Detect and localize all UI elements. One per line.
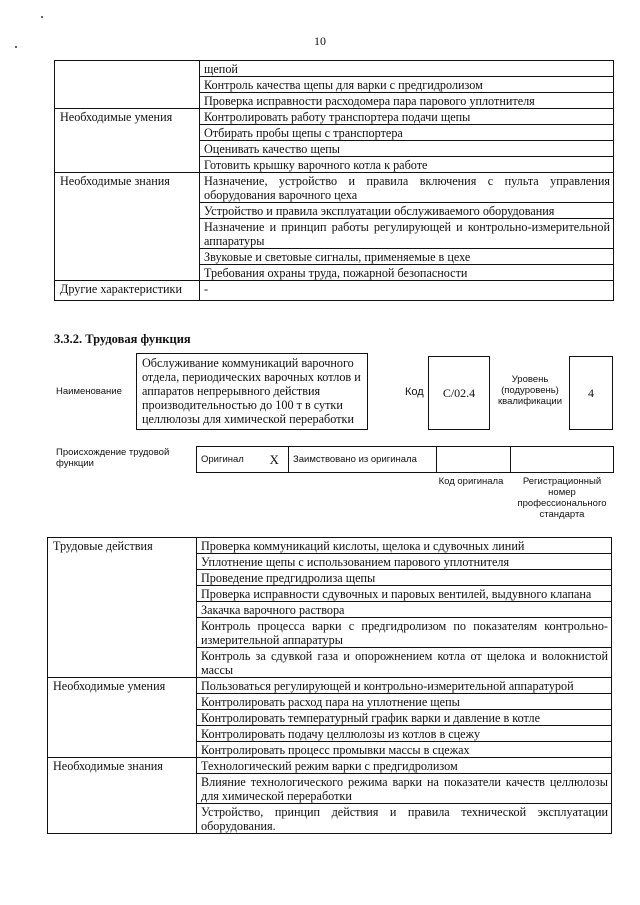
- name-label: Наименование: [56, 386, 122, 397]
- row-label-knowledge: Необходимые знания: [55, 173, 200, 281]
- table-row: [55, 61, 614, 77]
- row-label-other: Другие характеристики: [55, 281, 200, 301]
- table-cell: Назначение, устройство и правила включения с пульта управления оборудования варочного цеха: [200, 173, 614, 203]
- table-cell: Контролировать температурный график варки и давление в котле: [197, 710, 612, 726]
- code-label: Код: [405, 386, 424, 398]
- reg-number-caption: Регистрационный номер профессионального стандарта: [517, 476, 607, 520]
- table-cell: Проверка коммуникаций кислоты, щелока и сдувочных линий: [197, 538, 612, 554]
- table-row: [48, 678, 612, 694]
- scan-mark: [41, 16, 43, 18]
- table-cell: -: [200, 281, 614, 301]
- section-title: 3.3.2. Трудовая функция: [54, 332, 191, 346]
- table-body: [48, 538, 612, 834]
- table-cell: Контроль процесса варки с предгидролизом по показателям контрольно-измерительной аппаратуры: [197, 618, 612, 648]
- original-label: Оригинал: [197, 447, 261, 473]
- table-cell: Звуковые и световые сигналы, применяемые в цехе: [200, 249, 614, 265]
- function-table: [47, 537, 612, 834]
- table-row: [48, 758, 612, 774]
- original-mark: X: [261, 447, 289, 473]
- level-label: Уровень (подуровень) квалификации: [497, 374, 563, 407]
- table-body: [55, 61, 614, 301]
- table-cell: Контроль качества щепы для варки с предгидролизом: [200, 77, 614, 93]
- page-number: 10: [314, 34, 326, 48]
- table-cell: Уплотнение щепы с использованием парового уплотнителя: [197, 554, 612, 570]
- table-cell: Влияние технологического режима варки на показатели качеств целлюлозы для химической переработки: [197, 774, 612, 804]
- table-cell: Контролировать процесс промывки массы в сцежах: [197, 742, 612, 758]
- reg-number-cell: [511, 447, 614, 473]
- code-original-caption: Код оригинала: [438, 476, 504, 487]
- table-cell: Устройство и правила эксплуатации обслуживаемого оборудования: [200, 203, 614, 219]
- table-cell: Проведение предгидролиза щепы: [197, 570, 612, 586]
- table-cell: Требования охраны труда, пожарной безопасности: [200, 265, 614, 281]
- table-cell: Контролировать расход пара на уплотнение щепы: [197, 694, 612, 710]
- table-row: [55, 281, 614, 301]
- level-value-box: 4: [569, 356, 613, 430]
- row-label: [55, 61, 200, 109]
- table-cell: Назначение и принцип работы регулирующей и контрольно-измерительной аппаратуры: [200, 219, 614, 249]
- table-cell: Контролировать подачу целлюлозы из котлов в сцежу: [197, 726, 612, 742]
- origin-table: [196, 446, 614, 473]
- table-cell: Контролировать работу транспортера подачи щепы: [200, 109, 614, 125]
- row-label-actions: Трудовые действия: [48, 538, 197, 678]
- table-cell: Устройство, принцип действия и правила технической эксплуатации оборудования.: [197, 804, 612, 834]
- table-row: [55, 109, 614, 125]
- table-cell: Готовить крышку варочного котла к работе: [200, 157, 614, 173]
- row-label-knowledge: Необходимые знания: [48, 758, 197, 834]
- function-name-box: Обслуживание коммуникаций варочного отдела, периодических варочных котлов и аппаратов непрерывного действия производительностью до 100 т в сутки целлюлозы для химической переработки: [136, 353, 368, 430]
- function-table-continued: [54, 60, 614, 301]
- table-cell: Оценивать качество щепы: [200, 141, 614, 157]
- table-cell: Проверка исправности расходомера пара парового уплотнителя: [200, 93, 614, 109]
- table-cell: Отбирать пробы щепы с транспортера: [200, 125, 614, 141]
- origin-row: [197, 447, 614, 473]
- table-cell: щепой: [200, 61, 614, 77]
- row-label-skills: Необходимые умения: [48, 678, 197, 758]
- code-value-box: C/02.4: [428, 356, 490, 430]
- table-row: [55, 173, 614, 203]
- borrowed-label: Заимствовано из оригинала: [289, 447, 437, 473]
- table-cell: Пользоваться регулирующей и контрольно-измерительной аппаратурой: [197, 678, 612, 694]
- table-cell: Контроль за сдувкой газа и опорожнением котла от щелока и волокнистой массы: [197, 648, 612, 678]
- table-cell: Закачка варочного раствора: [197, 602, 612, 618]
- code-original-cell: [437, 447, 511, 473]
- origin-label: Происхождение трудовой функции: [56, 447, 170, 469]
- table-row: [48, 538, 612, 554]
- table-cell: Проверка исправности сдувочных и паровых вентилей, выдувного клапана: [197, 586, 612, 602]
- table-cell: Технологический режим варки с предгидролизом: [197, 758, 612, 774]
- row-label-skills: Необходимые умения: [55, 109, 200, 173]
